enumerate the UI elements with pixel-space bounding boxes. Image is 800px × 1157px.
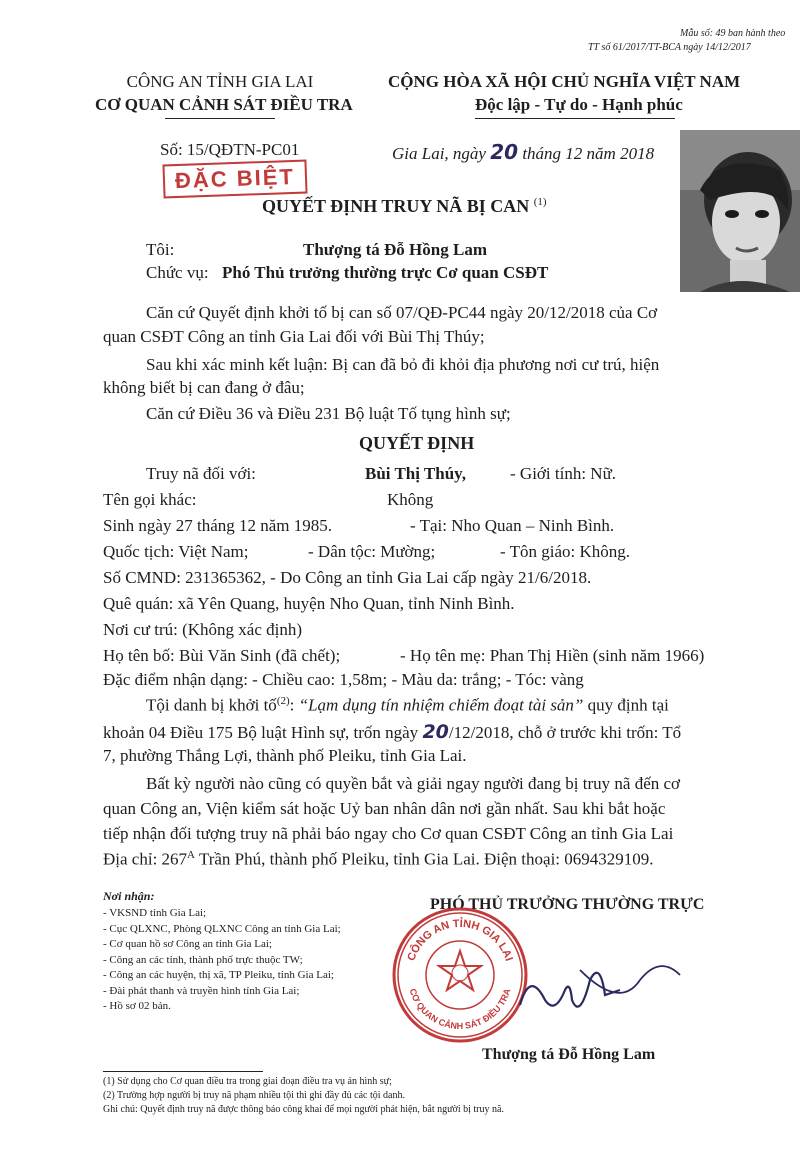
place-date-prefix: Gia Lai, ngày (392, 144, 486, 163)
form-note-line1: Mẫu số: 49 ban hành theo (680, 28, 786, 39)
issuer-position-label: Chức vụ: (146, 263, 209, 282)
basis-p3: Căn cứ Điều 36 và Điều 231 Bộ luật Tố tụng hình sự; (146, 404, 511, 423)
handwritten-signature (510, 950, 710, 1030)
recipients-title: Nơi nhận: (103, 889, 155, 903)
basis-p1-line1: Căn cứ Quyết định khởi tố bị can số 07/QĐ-PC44 ngày 20/12/2018 của Cơ (146, 303, 658, 322)
charge-line3: 7, phường Thắng Lợi, thành phố Pleiku, tỉnh Gia Lai. (103, 746, 467, 765)
recipient-item: - Hồ sơ 02 bản. (103, 1000, 171, 1012)
seal-star-icon (439, 951, 481, 990)
charge-line2-b: /12/2018, chỗ ở trước khi trốn: Tổ (448, 723, 682, 742)
issuer-toi-label: Tôi: (146, 240, 175, 259)
notice-line1: Bất kỳ người nào cũng có quyền bắt và giải ngay người đang bị truy nã đến cơ (146, 774, 681, 793)
issuer-position: Phó Thủ trưởng thường trực Cơ quan CSĐT (222, 263, 549, 282)
signer-name: Thượng tá Đỗ Hồng Lam (482, 1046, 656, 1063)
charge-line2 (103, 721, 681, 743)
hometown: Quê quán: xã Yên Quang, huyện Nho Quan, tỉnh Ninh Bình. (103, 594, 515, 613)
basis-p2-line2: không biết bị can đang ở đâu; (103, 378, 305, 397)
suspect-photo (680, 130, 800, 292)
header-motto: Độc lập - Tự do - Hạnh phúc (475, 95, 683, 114)
wanted-name: Bùi Thị Thúy, (365, 464, 466, 483)
issuer-name: Thượng tá Đỗ Hồng Lam (303, 240, 487, 259)
recipient-item: - Công an các huyện, thị xã, TP Pleiku, tỉnh Gia Lai; (103, 969, 334, 981)
recipient-item: - Đài phát thanh và truyền hình tỉnh Gia Lai; (103, 984, 300, 997)
place-date-day: 20 (490, 140, 519, 164)
charge-footnote-ref: (2) (276, 695, 290, 707)
footnote-note: Ghi chú: Quyết định truy nã được thông báo công khai để mọi người phát hiện, bắt người bị truy nã. (103, 1104, 504, 1115)
charge-prefix: Tội danh bị khởi tố (146, 695, 277, 715)
father-name: Họ tên bố: Bùi Văn Sinh (đã chết); (103, 646, 341, 665)
ethnicity: - Dân tộc: Mường; (308, 542, 436, 561)
decision-title (262, 196, 547, 217)
document-number: Số: 15/QĐTN-PC01 (160, 140, 300, 159)
wanted-label: Truy nã đối với: (146, 464, 256, 483)
header-unit: CƠ QUAN CẢNH SÁT ĐIỀU TRA (95, 95, 353, 114)
religion: - Tôn giáo: Không. (500, 542, 631, 561)
id-card: Số CMND: 231365362, - Do Công an tỉnh Gia Lai cấp ngày 21/6/2018. (103, 568, 592, 587)
recipient-item: - Cơ quan hồ sơ Công an tỉnh Gia Lai; (103, 938, 272, 950)
identifying-features: Đặc điểm nhận dạng: - Chiều cao: 1,58m; - Màu da: trắng; - Tóc: vàng (103, 670, 584, 689)
charge-after: quy định tại (583, 695, 669, 715)
basis-p2-line1: Sau khi xác minh kết luận: Bị can đã bỏ đi khỏi địa phương nơi cư trú, hiện (146, 355, 660, 374)
title-footnote-ref: (1) (533, 196, 547, 208)
recipients-list (103, 906, 341, 1015)
notice-line3: tiếp nhận đối tượng truy nã phải báo ngay cho Cơ quan CSĐT Công an tỉnh Gia Lai (103, 824, 674, 843)
wanted-gender: - Giới tính: Nữ. (510, 464, 617, 483)
basis-p1-line2: quan CSĐT Công an tỉnh Gia Lai đối với Bùi Thị Thúy; (103, 327, 485, 346)
place-date (392, 140, 654, 164)
footnote-1: (1) Sử dụng cho Cơ quan điều tra trong giai đoạn điều tra vụ án hình sự; (103, 1076, 392, 1087)
official-seal (390, 905, 530, 1045)
alias-value: Không (387, 490, 434, 509)
notice-address-sup: A (187, 849, 195, 861)
svg-text:CÔNG AN TỈNH GIA LAI (405, 917, 514, 963)
charge-line1 (146, 695, 669, 716)
title-text: QUYẾT ĐỊNH TRUY NÃ BỊ CAN (262, 196, 530, 216)
header-agency: CÔNG AN TỈNH GIA LAI (126, 72, 314, 91)
place-date-suffix: tháng 12 năm 2018 (522, 144, 655, 163)
seal-bottom-text: CƠ QUAN CẢNH SÁT ĐIỀU TRA (407, 987, 513, 1032)
notice-address-label: Địa chỉ: 267 (103, 849, 188, 869)
footnote-divider (103, 1071, 263, 1072)
mother-name: - Họ tên mẹ: Phan Thị Hiền (sinh năm 1966) (400, 646, 705, 665)
recipient-item: - Công an các tỉnh, thành phố trực thuộc TW; (103, 953, 303, 966)
header-right-underline (475, 118, 675, 119)
header-left-underline (165, 118, 275, 119)
notice-line4 (103, 849, 654, 870)
charge-colon: : (289, 695, 295, 715)
charge-offense: “Lạm dụng tín nhiệm chiếm đoạt tài sản” (298, 695, 584, 715)
footnote-2: (2) Trường hợp người bị truy nã phạm nhiều tội thì ghi đầy đủ các tội danh. (103, 1090, 405, 1101)
birth-place: - Tại: Nho Quan – Ninh Bình. (410, 516, 615, 535)
seal-top-text: CÔNG AN TỈNH GIA LAI (405, 917, 515, 963)
nationality: Quốc tịch: Việt Nam; (103, 542, 249, 561)
birth-date: Sinh ngày 27 tháng 12 năm 1985. (103, 516, 333, 535)
decision-heading: QUYẾT ĐỊNH (359, 433, 475, 453)
special-stamp: ĐẶC BIỆT (162, 159, 307, 198)
charge-line2-a: khoản 04 Điều 175 Bộ luật Hình sự, trốn ngày (103, 723, 423, 742)
residence: Nơi cư trú: (Không xác định) (103, 620, 303, 639)
notice-address-rest: Trần Phú, thành phố Pleiku, tỉnh Gia Lai. Điện thoại: 0694329109. (195, 849, 654, 869)
header-country: CỘNG HÒA XÃ HỘI CHỦ NGHĨA VIỆT NAM (388, 72, 741, 91)
notice-line2: quan Công an, Viện kiểm sát hoặc Uỷ ban nhân dân nơi gần nhất. Sau khi bắt hoặc (103, 799, 666, 818)
recipient-item: - Cục QLXNC, Phòng QLXNC Công an tỉnh Gia Lai; (103, 922, 341, 935)
charge-escape-day: 20 (422, 721, 449, 743)
alias-label: Tên gọi khác: (103, 490, 197, 509)
form-note-line2: TT số 61/2017/TT-BCA ngày 14/12/2017 (588, 42, 751, 53)
signature-position: PHÓ THỦ TRƯỞNG THƯỜNG TRỰC (430, 896, 705, 913)
recipient-item: - VKSND tỉnh Gia Lai; (103, 907, 207, 919)
